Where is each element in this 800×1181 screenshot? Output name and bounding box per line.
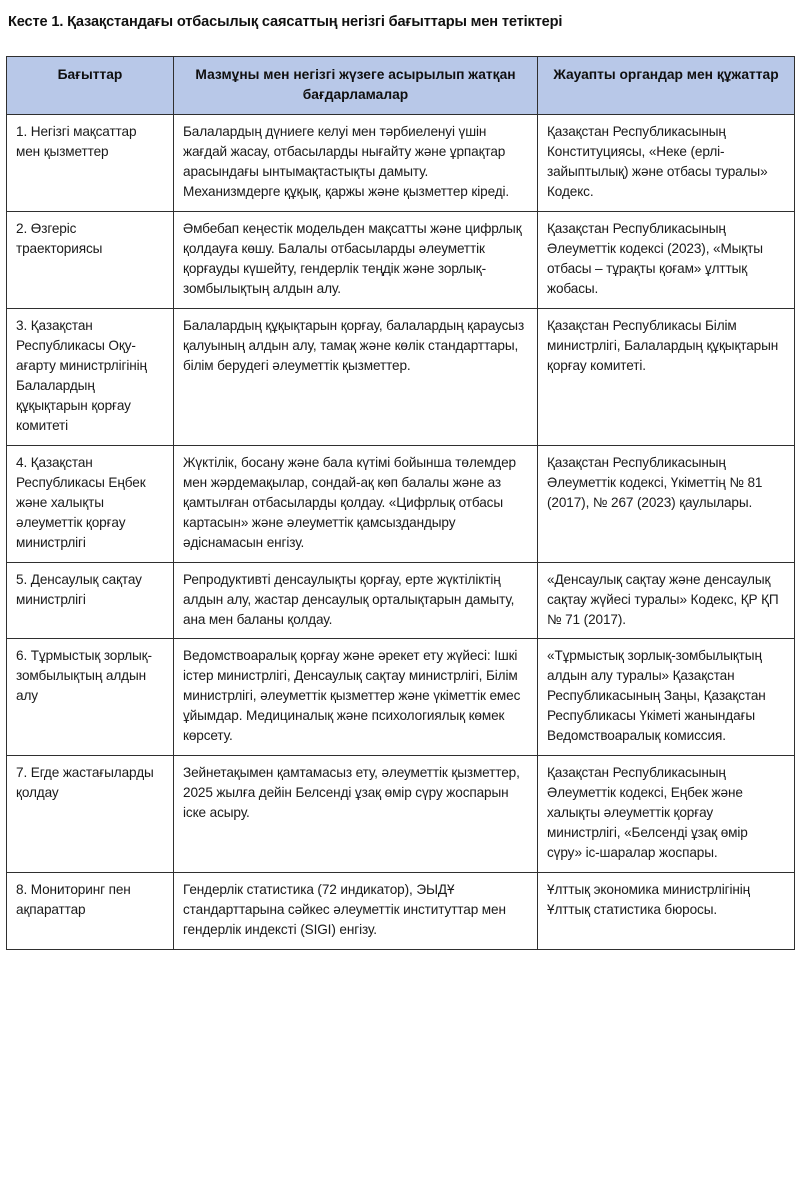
table-row bbox=[7, 873, 795, 950]
cell-authority: «Тұрмыстық зорлық-зомбылықтың алдын алу туралы» Қазақстан Республикасының Заңы, Қазақстан Республикасы Үкіметі жанындағы Ведомствоаралық комиссия. bbox=[538, 639, 795, 756]
cell-direction: 8. Мониторинг пен ақпараттар bbox=[7, 873, 174, 950]
cell-content: Балалардың құқықтарын қорғау, балалардың қараусыз қалуының алдын алу, тамақ және көлік стандарттары, білім берудегі әлеуметтік қызметтер. bbox=[174, 308, 538, 445]
cell-content: Репродуктивті денсаулықты қорғау, ерте жүктіліктің алдын алу, жастар денсаулық орталықтарын дамыту, ана мен баланы қолдау. bbox=[174, 562, 538, 639]
cell-authority: Ұлттық экономика министрлігінің Ұлттық статистика бюросы. bbox=[538, 873, 795, 950]
cell-content: Ведомствоаралық қорғау және әрекет ету жүйесі: Ішкі істер министрлігі, Денсаулық сақтау министрлігі, Білім министрлігі, әлеуметтік қызметтер және үкіметтік емес ұйымдар. Медициналық және психологиялық көмек көрсету. bbox=[174, 639, 538, 756]
table-body bbox=[7, 115, 795, 950]
cell-direction: 6. Тұрмыстық зорлық-зомбылықтың алдын алу bbox=[7, 639, 174, 756]
column-header-content: Мазмұны мен негізгі жүзеге асырылып жатқан бағдарламалар bbox=[174, 57, 538, 115]
table-row bbox=[7, 115, 795, 212]
cell-content: Балалардың дүниеге келуі мен тәрбиеленуі үшін жағдай жасау, отбасыларды нығайту және ұрпақтар арасындағы ынтымақтастықты дамыту. Механизмдерге құқық, қаржы және қызметтер кіреді. bbox=[174, 115, 538, 212]
cell-content: Зейнетақымен қамтамасыз ету, әлеуметтік қызметтер, 2025 жылға дейін Белсенді ұзақ өмір сүру жоспарын іске асыру. bbox=[174, 756, 538, 873]
cell-direction: 7. Егде жастағыларды қолдау bbox=[7, 756, 174, 873]
cell-direction: 3. Қазақстан Республикасы Оқу-ағарту министрлігінің Балалардың құқықтарын қорғау комитеті bbox=[7, 308, 174, 445]
cell-authority: Қазақстан Республикасының Әлеуметтік кодексі, Еңбек және халықты әлеуметтік қорғау министрлігі, «Белсенді ұзақ өмір сүру» іс-шаралар жоспары. bbox=[538, 756, 795, 873]
cell-authority: Қазақстан Республикасы Білім министрлігі, Балалардың құқықтарын қорғау комитеті. bbox=[538, 308, 795, 445]
table-row bbox=[7, 308, 795, 445]
table-row bbox=[7, 639, 795, 756]
cell-content: Әмбебап кеңестік модельден мақсатты және цифрлық қолдауға көшу. Балалы отбасыларды әлеуметтік қорғауды күшейту, гендерлік теңдік және зорлық-зомбылықтың алдын алу. bbox=[174, 212, 538, 309]
cell-authority: Қазақстан Республикасының Әлеуметтік кодексі, Үкіметтің № 81 (2017), № 267 (2023) қаулылары. bbox=[538, 445, 795, 562]
table-header bbox=[7, 57, 795, 115]
table-row bbox=[7, 445, 795, 562]
cell-authority: «Денсаулық сақтау және денсаулық сақтау жүйесі туралы» Кодекс, ҚР ҚП № 71 (2017). bbox=[538, 562, 795, 639]
table-row bbox=[7, 562, 795, 639]
cell-direction: 2. Өзгеріс траекториясы bbox=[7, 212, 174, 309]
cell-authority: Қазақстан Республикасының Әлеуметтік кодексі (2023), «Мықты отбасы – тұрақты қоғам» ұлттық жобасы. bbox=[538, 212, 795, 309]
column-header-authorities: Жауапты органдар мен құжаттар bbox=[538, 57, 795, 115]
table-row bbox=[7, 212, 795, 309]
column-header-directions: Бағыттар bbox=[7, 57, 174, 115]
page-title: Кесте 1. Қазақстандағы отбасылық саясаттың негізгі бағыттары мен тетіктері bbox=[8, 14, 563, 30]
cell-content: Гендерлік статистика (72 индикатор), ЭЫДҰ стандарттарына сәйкес әлеуметтік институттар мен гендерлік индексті (SIGI) енгізу. bbox=[174, 873, 538, 950]
cell-direction: 5. Денсаулық сақтау министрлігі bbox=[7, 562, 174, 639]
cell-direction: 1. Негізгі мақсаттар мен қызметтер bbox=[7, 115, 174, 212]
cell-authority: Қазақстан Республикасының Конституциясы, «Неке (ерлі-зайыптылық) және отбасы туралы» Кодекс. bbox=[538, 115, 795, 212]
cell-content: Жүктілік, босану және бала күтімі бойынша төлемдер мен жәрдемақылар, сондай-ақ көп балалы және аз қамтылған отбасыларды қолдау. «Цифрлық отбасы картасын» және әлеуметтік қамсыздандыру әдіснамасын енгізу. bbox=[174, 445, 538, 562]
cell-direction: 4. Қазақстан Республикасы Еңбек және халықты әлеуметтік қорғау министрлігі bbox=[7, 445, 174, 562]
table-header-row bbox=[7, 57, 795, 115]
family-policy-table bbox=[6, 56, 795, 950]
table-row bbox=[7, 756, 795, 873]
